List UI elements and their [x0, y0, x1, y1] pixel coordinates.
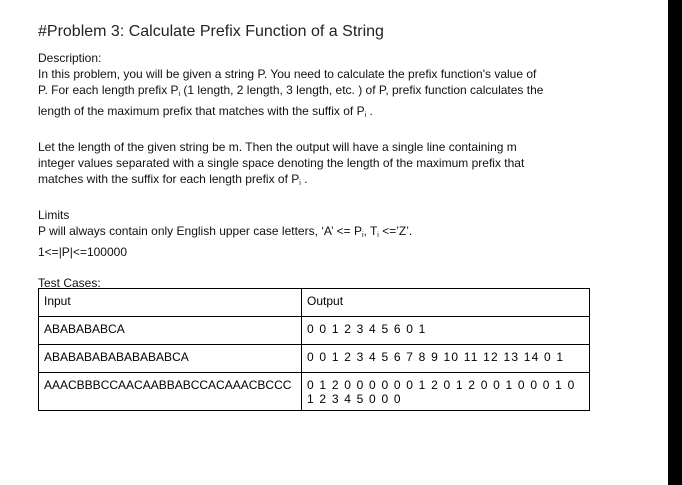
- table-header-row: [39, 289, 590, 317]
- description-line-1: In this problem, you will be given a string P. You need to calculate the prefix function's value of: [38, 67, 537, 81]
- output-desc-line-2: integer values separated with a single space denoting the length of the maximum prefix that: [38, 156, 525, 170]
- limits-line-1: P will always contain only English upper case letters, ‘A’ <= $P_i$, $T_i$ <=’Z’.: [38, 224, 413, 239]
- input-cell: ABABABABABABABABCA: [39, 345, 302, 373]
- description-line-3: length of the maximum prefix that matches with the suffix of $P_i$ .: [38, 104, 373, 119]
- description-line-2: P. For each length prefix $P_i$ (1 length, 2 length, 3 length, etc. ) of P, prefix function calculates the: [38, 83, 544, 98]
- description-heading: Description:: [38, 51, 102, 65]
- problem-title: #Problem 3: Calculate Prefix Function of a String: [38, 23, 384, 40]
- table-row: [39, 317, 590, 345]
- input-cell: ABABABABCA: [39, 317, 302, 345]
- table-row: [39, 345, 590, 373]
- output-desc-line-1: Let the length of the given string be m. Then the output will have a single line containing m: [38, 140, 517, 154]
- header-output: Output: [302, 289, 590, 317]
- subscript-i: i: [377, 232, 379, 239]
- limits-line-2: 1<=|P|<=100000: [38, 245, 127, 259]
- output-desc-line-3: matches with the suffix for each length prefix of $P_i$ .: [38, 172, 308, 187]
- subscript-i: i: [299, 180, 301, 187]
- input-cell: AAACBBBCCAACAABBABCCACAAACBCCC: [39, 373, 302, 411]
- problem-document: [38, 22, 618, 406]
- subscript-i: i: [361, 232, 364, 239]
- subscript-i: i: [178, 91, 181, 98]
- test-cases-heading: Test Cases:: [38, 276, 101, 290]
- table-row: [39, 373, 590, 411]
- output-cell: 0 1 2 0 0 0 0 0 0 1 2 0 1 2 0 0 1 0 0 0 1 0 1 2 3 4 5 0 0 0: [302, 373, 590, 411]
- right-edge-bar: [668, 0, 682, 485]
- subscript-i: i: [364, 112, 367, 119]
- header-input: Input: [39, 289, 302, 317]
- output-cell: 0 0 1 2 3 4 5 6 0 1: [302, 317, 590, 345]
- test-cases-table: [38, 288, 590, 411]
- output-cell: 0 0 1 2 3 4 5 6 7 8 9 10 11 12 13 14 0 1: [302, 345, 590, 373]
- limits-heading: Limits: [38, 208, 70, 222]
